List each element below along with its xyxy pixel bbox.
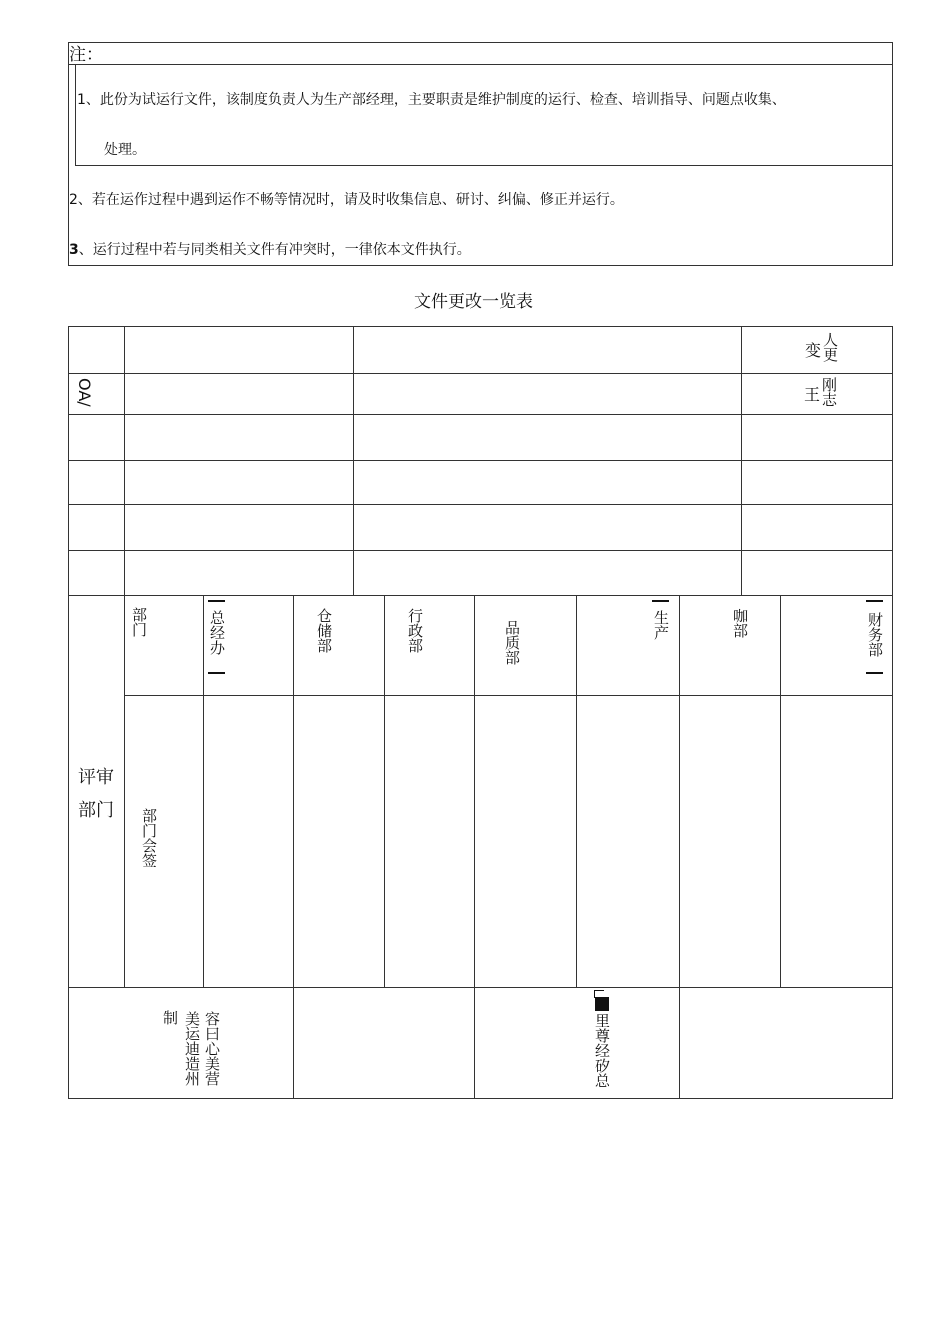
dept-header: 部门 <box>130 607 148 637</box>
change-row2-oa: OA/ <box>75 378 94 407</box>
review-label-line1: 评审 <box>78 767 114 788</box>
note-3-text: 、运行过程中若与同类相关文件有冲突时，一律依本文件执行。 <box>78 242 471 258</box>
footer-col1-c: 容曰心美营 <box>203 1011 221 1086</box>
dept-production: 生产 <box>652 600 672 650</box>
dept-general-office: 总经办 <box>208 600 228 680</box>
notes-heading: 注： <box>69 45 103 65</box>
change-row1-label-b: 人更 <box>821 332 839 362</box>
dept-coffee: 咖部 <box>731 608 749 638</box>
dept-administration: 行政部 <box>406 608 424 653</box>
note-3-number: 3 <box>69 242 79 258</box>
change-row2-label-b: 刚志 <box>820 377 838 407</box>
dept-sign-label: 部门会签 <box>140 808 158 868</box>
footer-col3: 里尊经矽总 <box>590 990 614 1098</box>
note-1-line-2: 处理。 <box>104 142 146 158</box>
footer-col1-b: 美运迪造州 <box>183 1011 201 1086</box>
note-3 <box>69 242 471 258</box>
dept-finance: 财务部 <box>866 600 886 680</box>
note-1-line-1: 1、此份为试运行文件，该制度负责人为生产部经理，主要职责是维护制度的运行、检查、培训指导、问题点收集、 <box>77 92 786 108</box>
change-row1-label-a: 变 <box>805 341 822 360</box>
review-label-line2: 部门 <box>78 800 114 821</box>
footer-col1-a: 制 <box>163 1009 179 1027</box>
note-2: 2、若在运作过程中遇到运作不畅等情况时，请及时收集信息、研讨、纠偏、修正并运行。 <box>69 192 624 208</box>
dept-quality: 品质部 <box>503 620 521 665</box>
change-table-title: 文件更改一览表 <box>414 292 533 312</box>
footer-square-marker <box>595 997 609 1011</box>
change-row2-label-a: 王 <box>804 385 821 404</box>
dept-warehouse: 仓储部 <box>315 608 333 653</box>
